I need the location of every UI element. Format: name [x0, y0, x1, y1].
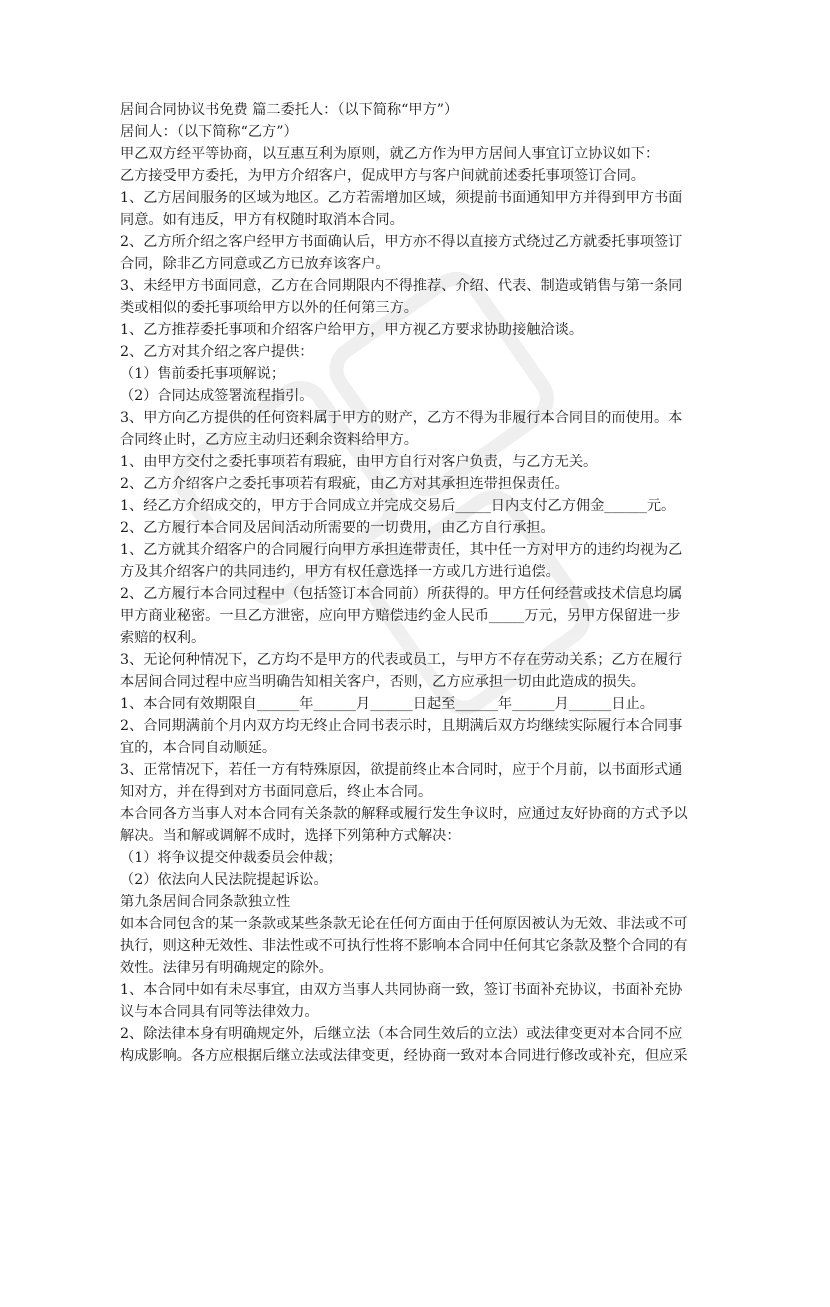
document-line: 议与本合同具有同等法律效力。	[120, 1004, 319, 1020]
document-line: 3、无论何种情况下，乙方均不是甲方的代表或员工，与甲方不存在劳动关系；乙方在履行	[120, 652, 683, 668]
document-line: 2、乙方介绍客户之委托事项若有瑕疵，由乙方对其承担连带担保责任。	[120, 476, 569, 492]
document-line: 1、乙方推荐委托事项和介绍客户给甲方，甲方视乙方要求协助接触洽谈。	[120, 322, 584, 338]
document-line: 2、乙方对其介绍之客户提供：	[120, 344, 314, 360]
document-line: 3、甲方向乙方提供的任何资料属于甲方的财产，乙方不得为非履行本合同目的而使用。本	[120, 410, 683, 426]
document-line: 居间人：（以下简称“乙方”）	[120, 124, 298, 140]
document-line: 如本合同包含的某一条款或某些条款无论在任何方面由于任何原因被认为无效、非法或不可	[120, 916, 688, 932]
document-line: 效性。法律另有明确规定的除外。	[120, 960, 333, 976]
document-line: （2）合同达成签署流程指引。	[120, 388, 314, 404]
document-line: （2）依法向人民法院提起诉讼。	[120, 872, 328, 888]
document-line: 构成影响。各方应根据后继立法或法律变更，经协商一致对本合同进行修改或补充，但应采	[120, 1048, 688, 1064]
document-line: 甲方商业秘密。一旦乙方泄密，应向甲方赔偿违约金人民币_____万元，另甲方保留进一步	[120, 608, 681, 624]
document-line: 1、乙方就其介绍客户的合同履行向甲方承担连带责任，其中任一方对甲方的违约均视为乙	[120, 542, 683, 558]
document-line: 3、正常情况下，若任一方有特殊原因，欲提前终止本合同时，应于个月前，以书面形式通	[120, 762, 683, 778]
document-line: 同意。如有违反，甲方有权随时取消本合同。	[120, 212, 404, 228]
document-line: 1、本合同有效期限自______年______月______日起至______年______月______日止。	[120, 696, 654, 712]
document-line: 1、由甲方交付之委托事项若有瑕疵，由甲方自行对客户负责，与乙方无关。	[120, 454, 598, 470]
document-line: 2、乙方履行本合同过程中（包括签订本合同前）所获得的。甲方任何经营或技术信息均属	[120, 586, 683, 602]
document-line: 2、乙方履行本合同及居间活动所需要的一切费用，由乙方自行承担。	[120, 520, 555, 536]
document-line: 执行，则这种无效性、非法性或不可执行性将不影响本合同中任何其它条款及整个合同的有	[120, 938, 688, 954]
document-line: 知对方，并在得到对方书面同意后，终止本合同。	[120, 784, 433, 800]
document-line: 合同，除非乙方同意或乙方已放弃该客户。	[120, 256, 390, 272]
document-body	[120, 99, 714, 1067]
document-line: 1、乙方居间服务的区域为地区。乙方若需增加区域，须提前书面通知甲方并得到甲方书面	[120, 190, 683, 206]
document-line: 本合同各方当事人对本合同有关条款的解释或履行发生争议时，应通过友好协商的方式予以	[120, 806, 688, 822]
document-line: 索赔的权利。	[120, 630, 206, 646]
document-line: 3、未经甲方书面同意，乙方在合同期限内不得推荐、介绍、代表、制造或销售与第一条同	[120, 278, 683, 294]
document-line: 第九条居间合同条款独立性	[120, 894, 291, 910]
document-line: （1）将争议提交仲裁委员会仲裁；	[120, 850, 342, 866]
document-line: 合同终止时，乙方应主动归还剩余资料给甲方。	[120, 432, 418, 448]
document-line: 2、除法律本身有明确规定外，后继立法（本合同生效后的立法）或法律变更对本合同不应	[120, 1026, 683, 1042]
document-line: 2、合同期满前个月内双方均无终止合同书表示时，且期满后双方均继续实际履行本合同事	[120, 718, 683, 734]
document-line: 乙方接受甲方委托，为甲方介绍客户，促成甲方与客户间就前述委托事项签订合同。	[120, 168, 645, 184]
document-line: 居间合同协议书免费 篇二委托人：（以下简称“甲方”）	[120, 102, 459, 118]
document-line: 甲乙双方经平等协商，以互惠互利为原则，就乙方作为甲方居间人事宜订立协议如下：	[120, 146, 660, 162]
document-line: 1、本合同中如有未尽事宜，由双方当事人共同协商一致，签订书面补充协议，书面补充协	[120, 982, 683, 998]
document-line: 方及其介绍客户的共同违约，甲方有权任意选择一方或几方进行追偿。	[120, 564, 560, 580]
document-line: 本居间合同过程中应当明确告知相关客户，否则，乙方应承担一切由此造成的损失。	[120, 674, 645, 690]
document-line: 2、乙方所介绍之客户经甲方书面确认后，甲方亦不得以直接方式绕过乙方就委托事项签订	[120, 234, 683, 250]
document-line: 宜的，本合同自动顺延。	[120, 740, 277, 756]
document-line: 解决。当和解或调解不成时，选择下列第种方式解决：	[120, 828, 461, 844]
document-line: 类或相似的委托事项给甲方以外的任何第三方。	[120, 300, 418, 316]
document-line: 1、经乙方介绍成交的，甲方于合同成立并完成交易后_____日内支付乙方佣金______元。	[120, 498, 676, 514]
document-line: （1）售前委托事项解说；	[120, 366, 286, 382]
